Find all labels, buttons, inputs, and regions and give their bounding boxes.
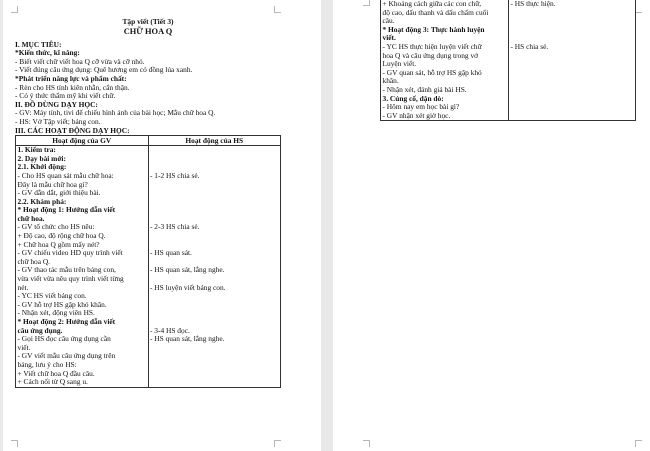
student-activity-line: - 1-2 HS chia sẻ.: [150, 170, 200, 180]
student-activity-line: - HS luyện viết bảng con.: [150, 282, 226, 292]
student-activity-line: [150, 206, 279, 215]
student-activity-line: [511, 77, 634, 86]
teacher-activity-line: + Độ cao, độ rộng chữ hoa Q.: [17, 231, 106, 241]
teacher-activity-line: độ cao, dấu thanh và dấu chấm cuối: [382, 7, 489, 17]
teacher-activity-line: khăn.: [382, 76, 399, 86]
student-activity-cell: [509, 0, 636, 121]
teacher-activity-line: - GV thao tác mẫu trên bảng con,: [17, 265, 116, 275]
teacher-activity-line: chữ hoa Q.: [17, 256, 51, 266]
student-activity-line: [511, 95, 634, 104]
student-activity-line: [511, 26, 634, 35]
teacher-activity-line: 3. Củng cố, dặn dò:: [382, 93, 444, 103]
student-activity-line: [511, 17, 634, 26]
student-activity-line: [150, 189, 279, 198]
teacher-activity-line: * Hoạt động 1: Hướng dẫn viết: [17, 205, 116, 215]
student-activity-line: [150, 301, 279, 310]
teacher-activity-line: Luyện viết.: [382, 59, 417, 69]
crop-mark: [635, 440, 642, 447]
student-activity-line: [150, 198, 279, 207]
lesson-label: Tập viết (Tiết 3): [122, 17, 174, 26]
teacher-activity-line: 2.2. Khám phá:: [17, 196, 67, 206]
student-activity-line: [511, 9, 634, 18]
student-activity-line: [150, 361, 279, 370]
teacher-activity-line: - GV dẫn dắt, giới thiệu bài.: [17, 188, 101, 198]
student-activity-line: [150, 181, 279, 190]
student-activity-line: - HS quan sát.: [150, 248, 192, 258]
lesson-title: CHỮ HOA Q: [123, 26, 173, 36]
activities-table-continued: [380, 0, 636, 121]
section-objectives-heading: I. MỤC TIÊU:: [15, 39, 62, 49]
student-activity-line: [150, 344, 279, 353]
teacher-activity-line: viết.: [382, 33, 396, 43]
crop-mark: [363, 440, 370, 447]
materials-item: - HS: Vở Tập viết; bảng con.: [15, 116, 101, 126]
teacher-activity-line: 1. Kiểm tra:: [17, 145, 56, 155]
teacher-activity-line: - GV viết mẫu câu ứng dụng trên: [17, 351, 116, 361]
teacher-activity-line: - GV nhận xét giờ học.: [382, 110, 451, 120]
student-activity-line: [511, 52, 634, 61]
teacher-activity-line: - YC HS viết bảng con.: [17, 291, 87, 301]
student-activity-line: [511, 69, 634, 78]
student-activity-line: - 2-3 HS chia sẻ.: [150, 222, 200, 232]
crop-mark: [11, 440, 18, 447]
teacher-activity-line: nét.: [17, 282, 29, 292]
teacher-activity-line: 2.1. Khởi động:: [17, 162, 67, 172]
knowledge-item: - Viết đúng câu ứng dụng: Quê hương em có đồng lúa xanh.: [15, 65, 193, 75]
header-student-activity: Hoạt động của HS: [148, 136, 281, 146]
teacher-activity-line: - YC HS thực hiện luyện viết chữ: [382, 41, 482, 51]
crop-mark: [11, 6, 18, 13]
student-activity-line: [511, 86, 634, 95]
teacher-activity-line: - Gọi HS đọc câu ứng dụng cần: [17, 334, 111, 344]
teacher-activity-cell: [16, 146, 149, 388]
section-activities-heading: III. CÁC HOẠT ĐỘNG DẠY HỌC:: [15, 125, 130, 135]
student-activity-line: - HS thực hiện.: [510, 0, 556, 8]
header-teacher-activity: Hoạt động của GV: [16, 136, 149, 146]
crop-mark: [274, 6, 281, 13]
table-body-row: [16, 146, 281, 388]
teacher-activity-line: bảng, lưu ý cho HS:: [17, 359, 77, 369]
section-materials-heading: II. ĐỒ DÙNG DẠY HỌC:: [15, 99, 98, 109]
student-activity-line: - HS chia sẻ.: [510, 41, 549, 51]
teacher-activity-line: * Hoạt động 2: Hướng dẫn viết: [17, 317, 116, 326]
document-page-right: [333, 0, 650, 451]
student-activity-line: [511, 112, 634, 121]
teacher-activity-line: - Hôm nay em học bài gì?: [382, 102, 460, 112]
student-activity-line: - 3-4 HS đọc.: [150, 325, 190, 335]
student-activity-line: [511, 103, 634, 112]
student-activity-line: [150, 155, 279, 164]
student-activity-line: [150, 378, 279, 387]
activities-table: [15, 135, 281, 388]
teacher-activity-line: - Nhận xét, động viên HS.: [17, 308, 95, 318]
student-activity-line: [150, 352, 279, 361]
teacher-activity-line: hoa Q và câu ứng dụng trong vở: [382, 50, 479, 60]
document-page-left: [3, 0, 321, 451]
teacher-activity-line: + Chữ hoa Q gồm mấy nét?: [17, 239, 100, 249]
teacher-activity-line: - Cho HS quan sát mẫu chữ hoa:: [17, 170, 114, 180]
crop-mark: [635, 6, 642, 13]
knowledge-heading: *Kiến thức, kĩ năng:: [15, 48, 80, 58]
teacher-activity-line: câu.: [382, 16, 395, 26]
competence-heading: *Phát triển năng lực và phẩm chất:: [15, 73, 127, 83]
teacher-activity-line: + Cách nối từ Q sang u.: [17, 377, 88, 387]
teacher-activity-line: vừa viết vừa nêu quy trình viết từng: [17, 274, 124, 284]
student-activity-line: [150, 370, 279, 379]
right-page-content: [380, 0, 635, 121]
materials-item: - GV: Máy tính, tivi để chiếu hình ảnh của bài học; Mẫu chữ hoa Q.: [15, 108, 216, 118]
student-activity-line: [150, 292, 279, 301]
left-page-content: [15, 18, 281, 388]
student-activity-line: [150, 309, 279, 318]
teacher-activity-line: + Viết chữ hoa Q đầu câu.: [17, 368, 95, 378]
competence-item: - Có ý thức thẩm mỹ khi viết chữ.: [15, 91, 116, 101]
student-activity-line: [511, 60, 634, 69]
teacher-activity-line: - GV chiếu video HD quy trình viết: [17, 248, 123, 258]
teacher-activity-cell: [381, 0, 509, 121]
student-activity-cell: [148, 146, 281, 388]
teacher-activity-line: Đây là mẫu chữ hoa gì?: [17, 179, 88, 189]
student-activity-line: [150, 232, 279, 241]
teacher-activity-line: - GV quan sát, hỗ trợ HS gặp khó: [382, 67, 482, 77]
crop-mark: [274, 440, 281, 447]
teacher-activity-line: + Khoảng cách giữa các con chữ,: [382, 0, 482, 8]
teacher-activity-line: chữ hoa.: [17, 213, 45, 223]
student-activity-line: - HS quan sát, lắng nghe.: [150, 334, 225, 344]
teacher-activity-line: * Hoạt động 3: Thực hành luyện: [382, 24, 485, 34]
table-body-row: [381, 0, 636, 121]
teacher-activity-line: câu ứng dụng.: [17, 325, 63, 335]
teacher-activity-line: - GV tổ chức cho HS nêu:: [17, 222, 95, 232]
teacher-activity-line: - Nhận xét, đánh giá bài HS.: [382, 84, 467, 94]
teacher-activity-line: 2. Dạy bài mới:: [17, 153, 66, 163]
competence-item: - Rèn cho HS tính kiên nhẫn, cẩn thận.: [15, 82, 130, 92]
teacher-activity-line: viết.: [17, 342, 31, 352]
knowledge-item: - Biết viết chữ viết hoa Q cỡ vừa và cỡ nhỏ.: [15, 56, 145, 66]
student-activity-line: [150, 146, 279, 155]
crop-mark: [363, 0, 370, 6]
teacher-activity-line: - GV hỗ trợ HS gặp khó khăn.: [17, 299, 107, 309]
student-activity-line: - HS quan sát, lắng nghe.: [150, 265, 225, 275]
table-header-row: [16, 136, 281, 146]
